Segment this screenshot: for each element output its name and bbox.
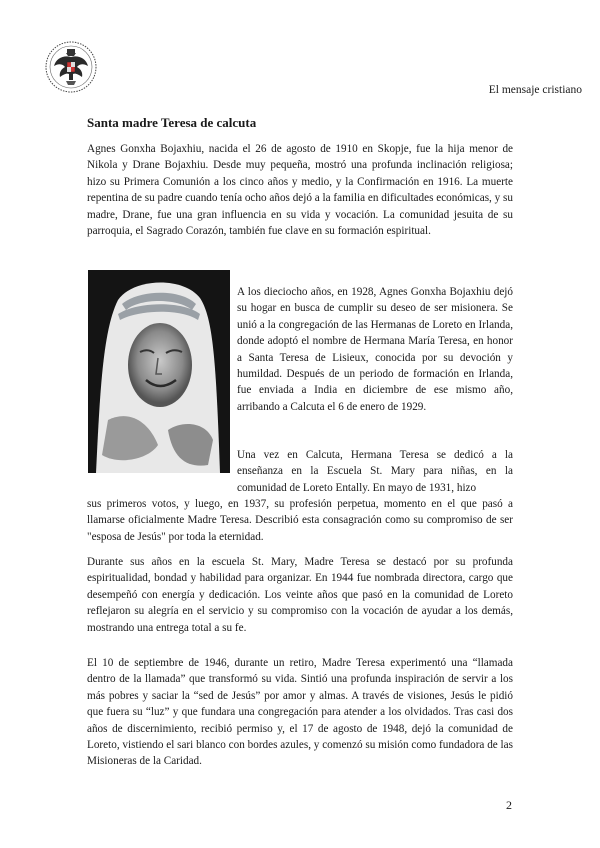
running-head: El mensaje cristiano: [488, 84, 582, 96]
paragraph-3-part-2: sus primeros votos, y luego, en 1937, su profesión perpetua, momento en el que pasó a llamarse oficialmente Madre Teresa. Describió esta consagración como su compromiso de ser "esposa de Jesús" por toda la eternidad.: [87, 498, 513, 543]
paragraph-1: Agnes Gonxha Bojaxhiu, nacida el 26 de agosto de 1910 en Skopje, fue la hija menor de Nikola y Drane Bojaxhiu. Desde muy pequeña, mostró una profunda inclinación religiosa; hizo su Primera Comunión a los cinco años y medio, y la Confirmación en 1916. La muerte repentina de su padre cuando tenía ocho años dejó a la familia en dificultades económicas, y su madre, Drane, fue una gran influencia en su vida y vocación. La comunidad jesuita de su parroquia, el Sagrado Corazón, también fue clave en su formación espiritual.: [87, 143, 513, 238]
portrait-photo: [88, 270, 230, 473]
page-number: 2: [506, 798, 512, 812]
paragraph-5: El 10 de septiembre de 1946, durante un retiro, Madre Teresa experimentó una “llamada dentro de la llamada” que transformó su vida. Sintió una profunda inspiración de servir a los más pobres y saciar la “sed de Jesús” por amor y almas. A través de visiones, Jesús le pidió que fuera su “luz” y que fundara una congregación para atender a los olvidados. Tras casi dos años de discernimiento, recibió permiso y, el 17 de agosto de 1948, dejó la comunidad de Loreto, vistiendo el sari blanco con bordes azules, y comenzó su misión como fundadora de las Misioneras de la Caridad.: [87, 657, 513, 768]
coat-of-arms-icon: [44, 40, 98, 94]
page-title: Santa madre Teresa de calcuta: [87, 115, 257, 130]
paragraph-2: A los dieciocho años, en 1928, Agnes Gonxha Bojaxhiu dejó su hogar en busca de cumplir su deseo de ser misionera. Se unió a la congregación de las Hermanas de Loreto en Irlanda, donde adoptó el nombre de Hermana María Teresa, en honor a Santa Teresa de Lisieux, conocida por su devoción y humildad. Después de un periodo de formación en Irlanda, fue enviada a India en diciembre de ese mismo año, arribando a Calcuta el 6 de enero de 1929.: [237, 286, 513, 413]
paragraph-3-part-1: Una vez en Calcuta, Hermana Teresa se dedicó a la enseñanza en la Escuela St. Mary para niñas, en la comunidad de Loreto Entally. En mayo de 1931, hizo: [237, 449, 513, 494]
paragraph-4: Durante sus años en la escuela St. Mary, Madre Teresa se destacó por su profunda espiritualidad, bondad y habilidad para organizar. En 1944 fue nombrada directora, cargo que desempeñó con energía y dedicación. Los veinte años que pasó en la comunidad de Loreto reflejaron su alegría en el servicio y su compromiso con la vocación de ayudar a los demás, mostrando una entrega total a su fe.: [87, 556, 513, 634]
